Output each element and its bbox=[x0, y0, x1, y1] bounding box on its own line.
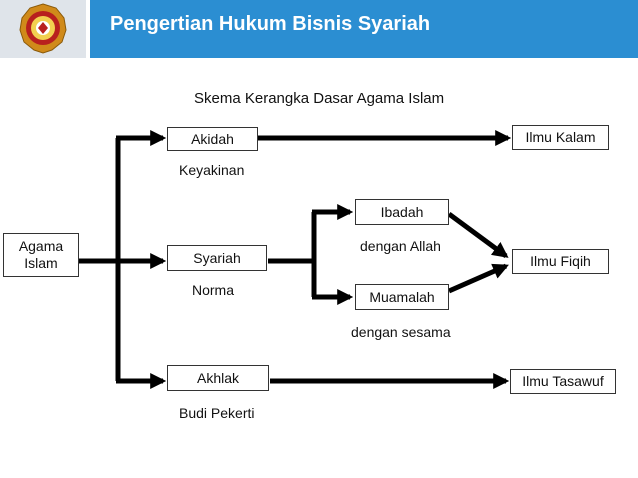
label-dengan-sesama: dengan sesama bbox=[351, 324, 451, 340]
label-dengan-allah: dengan Allah bbox=[360, 238, 441, 254]
node-muamalah: Muamalah bbox=[355, 284, 449, 310]
label-norma: Norma bbox=[192, 282, 235, 298]
label-keyakinan: Keyakinan bbox=[179, 162, 245, 178]
node-akidah: Akidah bbox=[167, 127, 258, 151]
node-agama-islam: Agama Islam bbox=[3, 233, 79, 277]
node-akhlak: Akhlak bbox=[167, 365, 269, 391]
diagram-heading: Skema Kerangka Dasar Agama Islam bbox=[194, 90, 445, 107]
node-syariah: Syariah bbox=[167, 245, 267, 271]
node-ibadah: Ibadah bbox=[355, 199, 449, 225]
arrow-ibadah-to-ilmu-fiqih bbox=[449, 214, 506, 256]
arrow-muamalah-to-ilmu-fiqih bbox=[449, 266, 506, 291]
page-title: Pengertian Hukum Bisnis Syariah bbox=[110, 13, 431, 35]
label-budi-pekerti: Budi Pekerti bbox=[179, 405, 255, 421]
node-ilmu-tasawuf: Ilmu Tasawuf bbox=[510, 369, 616, 394]
node-ilmu-fiqih: Ilmu Fiqih bbox=[512, 249, 609, 274]
node-ilmu-kalam: Ilmu Kalam bbox=[512, 125, 609, 150]
